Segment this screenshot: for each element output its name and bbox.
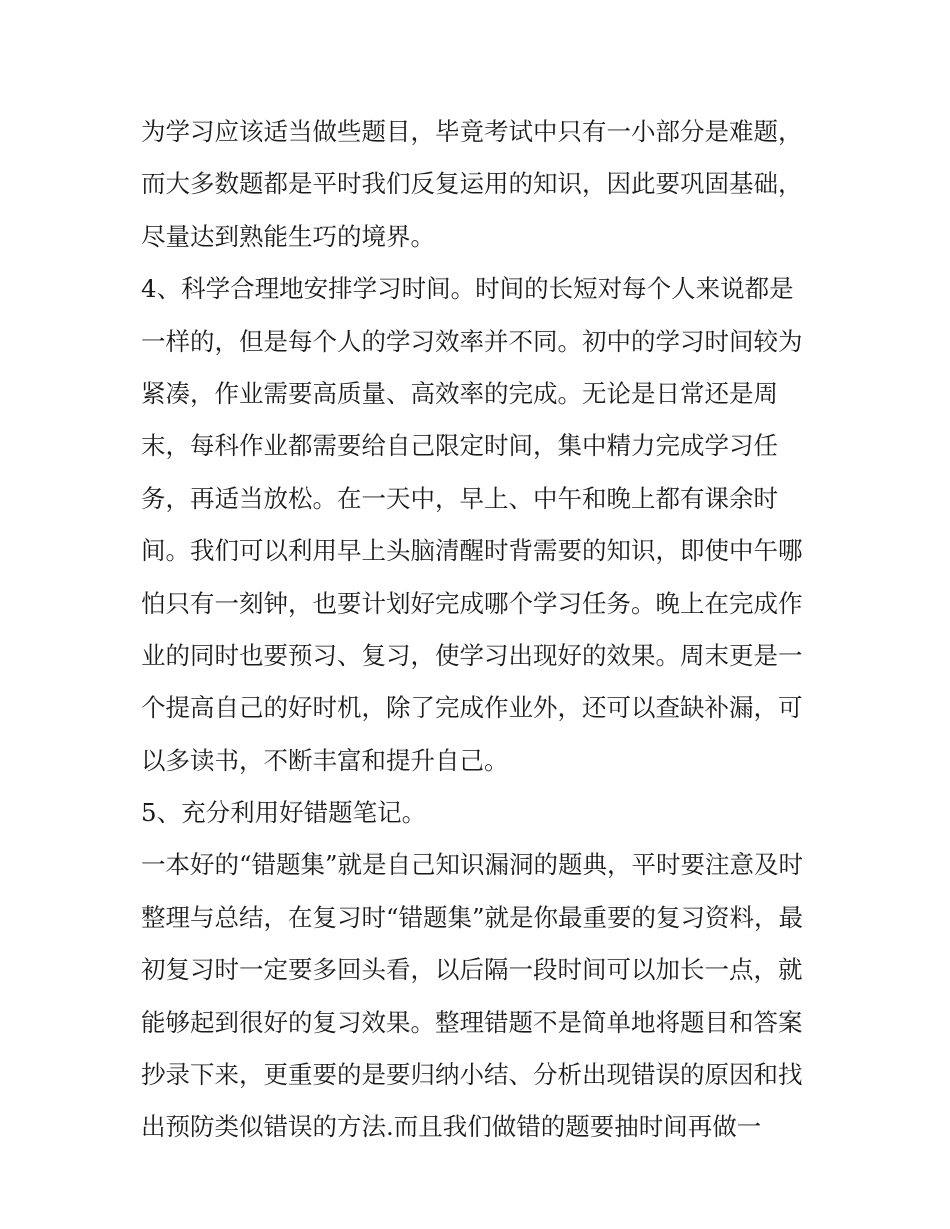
text-line: 以多读书，不断丰富和提升自己。 bbox=[141, 745, 509, 775]
text-line: 5、充分利用好错题笔记。 bbox=[141, 798, 427, 828]
document-body bbox=[141, 106, 821, 1154]
text-line: 能够起到很好的复习效果。整理错题不是简单地将题目和答案 bbox=[141, 1007, 803, 1037]
text-line: 而大多数题都是平时我们反复运用的知识，因此要巩固基础， bbox=[141, 169, 803, 199]
text-line: 间。我们可以利用早上头脑清醒时背需要的知识，即使中午哪 bbox=[141, 536, 803, 566]
text-line: 抄录下来，更重要的是要归纳小结、分析出现错误的原因和找 bbox=[141, 1060, 803, 1090]
text-line: 末，每科作业都需要给自己限定时间，集中精力完成学习任 bbox=[141, 431, 778, 461]
text-line: 业的同时也要预习、复习，使学习出现好的效果。周末更是一 bbox=[141, 640, 803, 670]
text-line: 整理与总结，在复习时“错题集”就是你最重要的复习资料，最 bbox=[141, 902, 804, 932]
text-line: 怕只有一刻钟，也要计划好完成哪个学习任务。晚上在完成作 bbox=[141, 588, 803, 618]
text-line: 个提高自己的好时机，除了完成作业外，还可以查缺补漏，可 bbox=[141, 693, 803, 723]
text-line: 初复习时一定要多回头看，以后隔一段时间可以加长一点，就 bbox=[141, 955, 803, 985]
text-line: 4、科学合理地安排学习时间。时间的长短对每个人来说都是 bbox=[141, 274, 794, 304]
text-line: 务，再适当放松。在一天中，早上、中午和晚上都有课余时 bbox=[141, 483, 778, 513]
text-line: 一本好的“错题集”就是自己知识漏洞的题典，平时要注意及时 bbox=[141, 850, 804, 880]
text-line: 出预防类似错误的方法.而且我们做错的题要抽时间再做一 bbox=[141, 1112, 762, 1142]
text-line: 紧凑，作业需要高质量、高效率的完成。无论是日常还是周 bbox=[141, 378, 778, 408]
text-line: 尽量达到熟能生巧的境界。 bbox=[141, 221, 435, 251]
text-line: 为学习应该适当做些题目，毕竟考试中只有一小部分是难题， bbox=[141, 117, 803, 146]
text-line: 一样的，但是每个人的学习效率并不同。初中的学习时间较为 bbox=[141, 326, 803, 356]
